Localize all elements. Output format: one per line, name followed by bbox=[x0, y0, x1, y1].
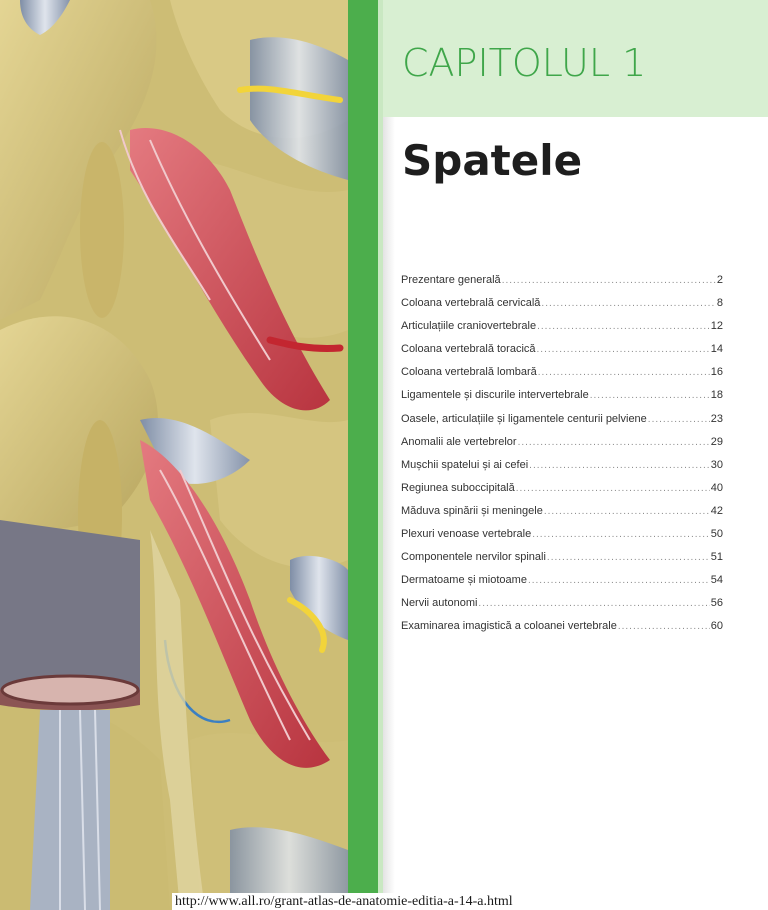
toc-leader bbox=[532, 530, 710, 540]
toc-entry-page: 50 bbox=[710, 528, 723, 541]
toc-leader bbox=[547, 553, 710, 563]
toc-entry bbox=[401, 390, 723, 413]
toc-entry bbox=[401, 275, 723, 298]
toc-entry-label: Ligamentele și discurile intervertebrale bbox=[401, 389, 589, 402]
toc-entry bbox=[401, 506, 723, 529]
toc-entry-label: Examinarea imagistică a coloanei vertebrale bbox=[401, 620, 617, 633]
toc-entry-label: Coloana vertebrală toracică bbox=[401, 343, 536, 356]
toc-entry-label: Mușchii spatelui și ai cefei bbox=[401, 458, 529, 471]
toc-entry-page: 12 bbox=[710, 320, 723, 333]
toc-entry-page: 51 bbox=[710, 551, 723, 564]
source-url-link[interactable]: http://www.all.ro/grant-atlas-de-anatomie-editia-a-14-a.html bbox=[172, 893, 516, 910]
toc-entry bbox=[401, 598, 723, 621]
toc-entry-page: 16 bbox=[710, 366, 723, 379]
band-shadow bbox=[383, 0, 395, 910]
toc-leader bbox=[529, 461, 710, 471]
toc-leader bbox=[544, 507, 710, 517]
toc-entry-label: Componentele nervilor spinali bbox=[401, 551, 546, 564]
toc-entry-page: 23 bbox=[710, 412, 723, 425]
toc-leader bbox=[478, 599, 709, 609]
toc-entry-page: 42 bbox=[710, 504, 723, 517]
toc-entry bbox=[401, 367, 723, 390]
toc-entry-label: Măduva spinării și meningele bbox=[401, 504, 543, 517]
toc-leader bbox=[618, 622, 710, 632]
toc-leader bbox=[518, 438, 710, 448]
toc-entry-label: Dermatoame și miotoame bbox=[401, 574, 527, 587]
toc-entry bbox=[401, 575, 723, 598]
toc-entry-page: 30 bbox=[710, 458, 723, 471]
toc-entry-label: Anomalii ale vertebrelor bbox=[401, 435, 517, 448]
toc-entry-page: 29 bbox=[710, 435, 723, 448]
toc-entry bbox=[401, 621, 723, 644]
toc-entry bbox=[401, 414, 723, 437]
green-band bbox=[348, 0, 378, 910]
page-title: Spatele bbox=[402, 136, 583, 185]
toc-entry bbox=[401, 321, 723, 344]
toc-entry-label: Plexuri venoase vertebrale bbox=[401, 528, 532, 541]
toc-entry-label: Regiunea suboccipitală bbox=[401, 481, 515, 494]
table-of-contents bbox=[401, 275, 723, 645]
toc-leader bbox=[502, 276, 716, 286]
toc-entry-label: Oasele, articulațiile și ligamentele centurii pelviene bbox=[401, 412, 647, 425]
toc-entry bbox=[401, 460, 723, 483]
toc-entry-page: 54 bbox=[710, 574, 723, 587]
toc-entry bbox=[401, 298, 723, 321]
toc-entry bbox=[401, 529, 723, 552]
toc-entry bbox=[401, 552, 723, 575]
chapter-label: CAPITOLUL 1 bbox=[402, 41, 647, 85]
toc-leader bbox=[516, 484, 710, 494]
toc-entry-page: 2 bbox=[716, 274, 723, 286]
toc-leader bbox=[538, 368, 710, 378]
toc-entry-page: 60 bbox=[710, 620, 723, 633]
toc-entry-page: 40 bbox=[710, 481, 723, 494]
toc-leader bbox=[537, 322, 710, 332]
toc-leader bbox=[537, 345, 710, 355]
toc-entry bbox=[401, 483, 723, 506]
toc-entry-label: Coloana vertebrală cervicală bbox=[401, 297, 541, 310]
toc-entry-page: 8 bbox=[716, 297, 723, 310]
toc-entry-label: Articulațiile craniovertebrale bbox=[401, 320, 537, 333]
toc-entry-page: 56 bbox=[710, 597, 723, 610]
toc-entry-label: Prezentare generală bbox=[401, 274, 501, 286]
toc-leader bbox=[648, 415, 710, 425]
toc-entry-label: Nervii autonomi bbox=[401, 597, 478, 610]
toc-leader bbox=[590, 391, 710, 401]
anatomy-illustration bbox=[0, 0, 348, 910]
toc-leader bbox=[541, 299, 715, 309]
toc-entry bbox=[401, 344, 723, 367]
toc-entry-label: Coloana vertebrală lombară bbox=[401, 366, 537, 379]
toc-leader bbox=[528, 576, 710, 586]
toc-entry-page: 18 bbox=[710, 389, 723, 402]
toc-entry-page: 14 bbox=[710, 343, 723, 356]
toc-entry bbox=[401, 437, 723, 460]
